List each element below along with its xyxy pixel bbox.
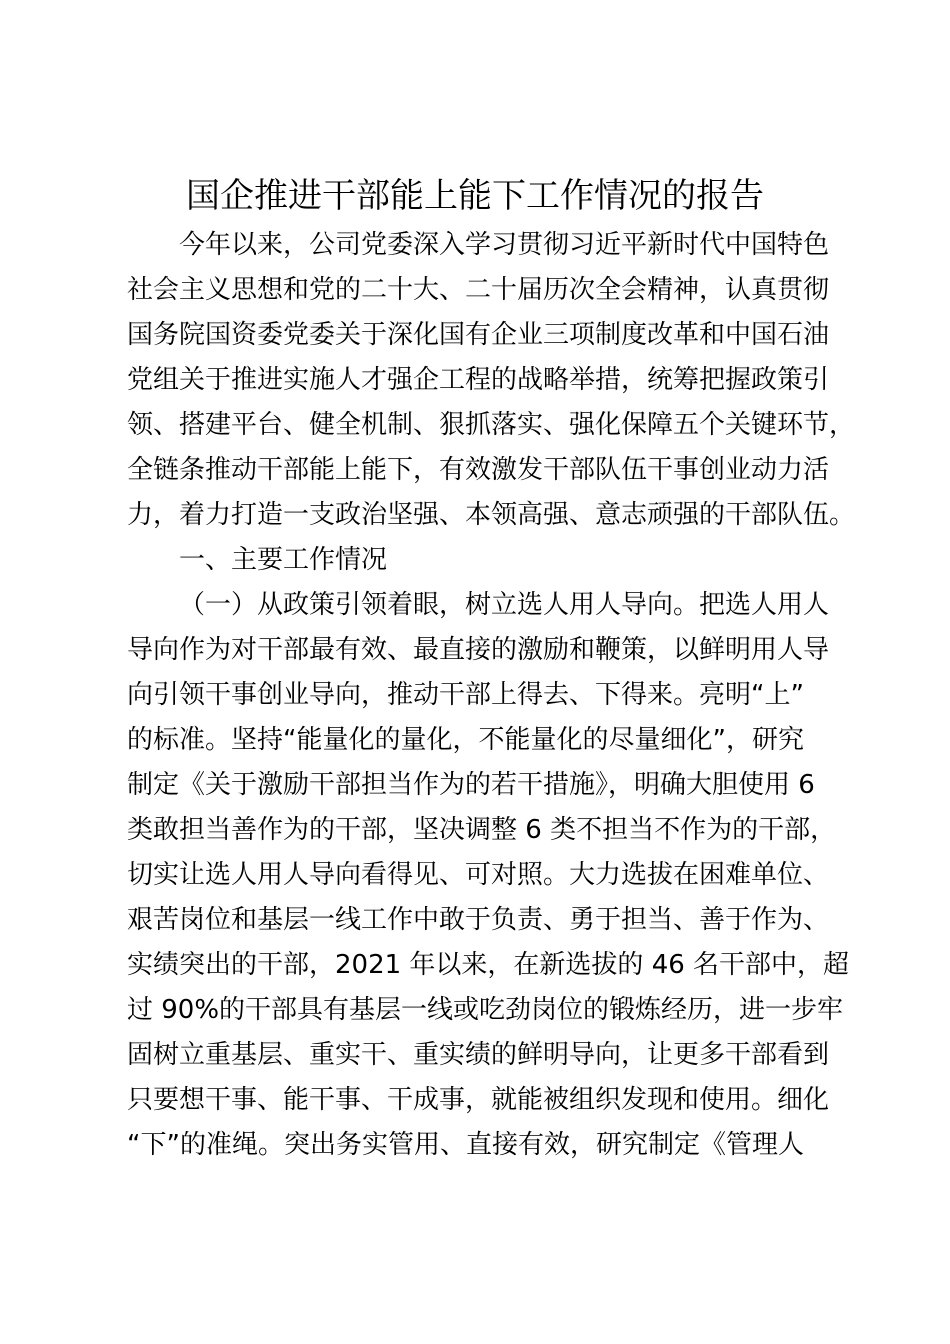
section-heading: 一、主要工作情况 <box>179 545 388 575</box>
paragraph-line: 实绩突出的干部，2021 年以来，在新选拔的 46 名干部中，超 <box>127 950 850 980</box>
paragraph-line: 力，着力打造一支政治坚强、本领高强、意志顽强的干部队伍。 <box>127 500 856 530</box>
paragraph-line: 导向作为对干部最有效、最直接的激励和鞭策，以鲜明用人导 <box>127 635 830 665</box>
paragraph-line: 领、搭建平台、健全机制、狠抓落实、强化保障五个关键环节， <box>127 410 856 440</box>
paragraph-line: 艰苦岗位和基层一线工作中敢于负责、勇于担当、善于作为、 <box>127 905 830 935</box>
paragraph-line: 切实让选人用人导向看得见、可对照。大力选拔在困难单位、 <box>127 860 830 890</box>
paragraph-line: 过 90%的干部具有基层一线或吃劲岗位的锻炼经历，进一步牢 <box>127 995 844 1025</box>
document-title: 国企推进干部能上能下工作情况的报告 <box>186 176 764 216</box>
paragraph-line: （一）从政策引领着眼，树立选人用人导向。把选人用人 <box>179 590 830 620</box>
paragraph-line: 的标准。坚持“能量化的量化，不能量化的尽量细化”，研究 <box>127 725 804 755</box>
paragraph-line: 国务院国资委党委关于深化国有企业三项制度改革和中国石油 <box>127 320 830 350</box>
paragraph-line: “下”的准绳。突出务实管用、直接有效，研究制定《管理人 <box>127 1130 804 1160</box>
paragraph-line: 制定《关于激励干部担当作为的若干措施》，明确大胆使用 6 <box>127 770 815 800</box>
paragraph-line: 类敢担当善作为的干部，坚决调整 6 类不担当不作为的干部， <box>127 815 837 845</box>
paragraph-line: 今年以来，公司党委深入学习贯彻习近平新时代中国特色 <box>179 230 830 260</box>
document-body <box>127 228 856 1173</box>
paragraph-line: 党组关于推进实施人才强企工程的战略举措，统筹把握政策引 <box>127 365 830 395</box>
paragraph-line: 向引领干事创业导向，推动干部上得去、下得来。亮明“上” <box>127 680 804 710</box>
paragraph-line: 只要想干事、能干事、干成事，就能被组织发现和使用。细化 <box>127 1085 830 1115</box>
paragraph-line: 固树立重基层、重实干、重实绩的鲜明导向，让更多干部看到 <box>127 1040 830 1070</box>
paragraph-line: 全链条推动干部能上能下，有效激发干部队伍干事创业动力活 <box>127 455 830 485</box>
paragraph-line: 社会主义思想和党的二十大、二十届历次全会精神，认真贯彻 <box>127 275 830 305</box>
